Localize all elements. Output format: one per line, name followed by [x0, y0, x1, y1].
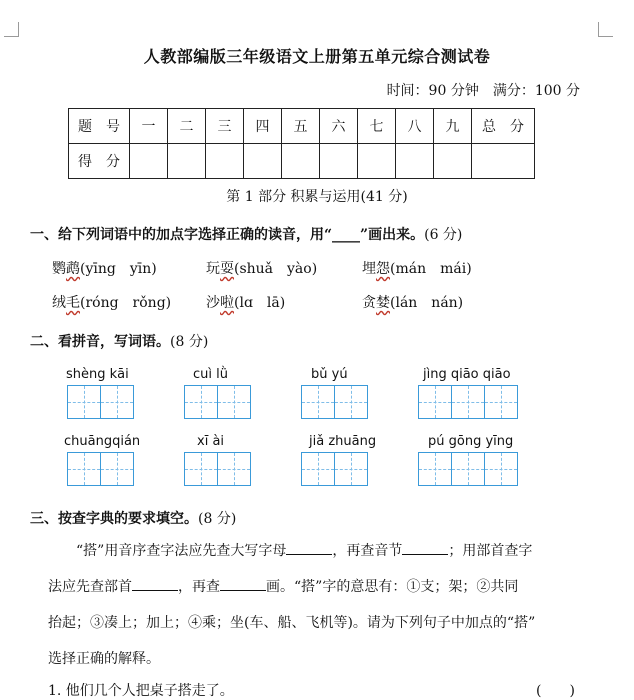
- dotted-char: 啦: [220, 295, 234, 311]
- pinyin-label: jìng qiāo qiāo: [423, 367, 511, 382]
- score-col-6: 六: [320, 109, 358, 144]
- q3-points: (8 分): [198, 511, 237, 527]
- score-table-score-row: [69, 144, 535, 179]
- dotted-char: 鹉: [66, 261, 80, 277]
- q3-line-2: 法应先查部首 ，再查 画。“搭”字的意思有：①支；架；②共同: [48, 569, 588, 605]
- score-cell[interactable]: [282, 144, 320, 179]
- score-cell[interactable]: [130, 144, 168, 179]
- answer-paren[interactable]: ( ): [536, 683, 575, 699]
- score-col-3: 三: [206, 109, 244, 144]
- page-title: 人教部编版三年级语文上册第五单元综合测试卷: [143, 47, 491, 66]
- pinyin-label: cuì lǜ: [193, 367, 228, 382]
- writing-grid[interactable]: [184, 452, 251, 486]
- dotted-char: 怨: [376, 261, 390, 277]
- score-cell[interactable]: [244, 144, 282, 179]
- writing-grid[interactable]: [67, 385, 134, 419]
- q3-paragraph: [48, 533, 588, 677]
- score-col-5: 五: [282, 109, 320, 144]
- score-table-header-label: 题 号: [69, 109, 130, 144]
- pinyin-options[interactable]: (róng rǒng): [80, 295, 172, 311]
- q1-heading-text: 一、给下列词语中的加点字选择正确的读音，用“____”画出来。: [30, 227, 425, 243]
- dotted-char: 耍: [220, 261, 234, 277]
- q1-points: (6 分): [424, 227, 463, 243]
- score-col-1: 一: [130, 109, 168, 144]
- crop-mark-top-left: [4, 22, 19, 37]
- q3-sentence-1: 1. 他们几个人把桌子搭走了。: [48, 683, 234, 699]
- pinyin-options[interactable]: (lán nán): [390, 295, 464, 311]
- q3-line-4: 选择正确的解释。: [48, 651, 160, 667]
- part-heading: 第 1 部分 积累与运用(41 分): [226, 189, 408, 205]
- score-cell[interactable]: [358, 144, 396, 179]
- score-col-9: 九: [434, 109, 472, 144]
- pinyin-label: jiǎ zhuāng: [309, 434, 377, 449]
- score-table: [68, 108, 535, 179]
- writing-grid[interactable]: [67, 452, 134, 486]
- pinyin-label: xī ài: [197, 434, 225, 449]
- score-col-8: 八: [396, 109, 434, 144]
- fill-blank[interactable]: [220, 576, 266, 591]
- writing-grid[interactable]: [418, 452, 518, 486]
- score-col-4: 四: [244, 109, 282, 144]
- q3-line-1: “搭”用音序查字法应先查大写字母 ，再查音节 ；用部首查字: [48, 533, 588, 569]
- score-cell[interactable]: [396, 144, 434, 179]
- fill-blank[interactable]: [286, 540, 332, 555]
- score-cell[interactable]: [434, 144, 472, 179]
- pinyin-options[interactable]: (shuǎ yào): [234, 261, 318, 277]
- pinyin-options[interactable]: (yīng yīn): [80, 261, 157, 277]
- score-col-2: 二: [168, 109, 206, 144]
- pinyin-options[interactable]: (mán mái): [390, 261, 472, 277]
- q1-item: 玩耍(shuǎ yào): [206, 261, 318, 277]
- q2-heading: [30, 331, 208, 351]
- writing-grid[interactable]: [301, 385, 368, 419]
- score-col-7: 七: [358, 109, 396, 144]
- q3-heading-text: 三、按查字典的要求填空。: [30, 511, 198, 527]
- dotted-char: 婪: [376, 295, 390, 311]
- q1-item: 贪婪(lán nán): [362, 295, 464, 311]
- pinyin-label: bǔ yú: [311, 367, 348, 382]
- q1-item: 绒毛(róng rǒng): [52, 295, 172, 311]
- q1-item: 埋怨(mán mái): [362, 261, 472, 277]
- score-col-total: 总 分: [472, 109, 535, 144]
- score-cell[interactable]: [206, 144, 244, 179]
- crop-mark-top-right: [598, 22, 613, 37]
- q1-item: 鹦鹉(yīng yīn): [52, 261, 157, 277]
- pinyin-options[interactable]: (lɑ lā): [234, 295, 286, 311]
- score-table-score-label: 得 分: [69, 144, 130, 179]
- q1-item: 沙啦(lɑ lā): [206, 295, 286, 311]
- q3-heading: [30, 508, 236, 528]
- score-cell[interactable]: [320, 144, 358, 179]
- fill-blank[interactable]: [402, 540, 448, 555]
- score-cell[interactable]: [472, 144, 535, 179]
- q1-heading: [30, 224, 462, 244]
- writing-grid[interactable]: [301, 452, 368, 486]
- q2-points: (8 分): [170, 334, 209, 350]
- score-table-header-row: [69, 109, 535, 144]
- q2-heading-text: 二、看拼音，写词语。: [30, 334, 170, 350]
- pinyin-label: shèng kāi: [66, 367, 129, 382]
- dotted-char: 毛: [66, 295, 80, 311]
- time-info: 时间：90 分钟 满分：100 分: [386, 83, 580, 99]
- score-cell[interactable]: [168, 144, 206, 179]
- q3-line-3: 抬起；③凑上；加上；④乘；坐(车、船、飞机等)。请为下列句子中加点的“搭”: [48, 615, 536, 631]
- writing-grid[interactable]: [418, 385, 518, 419]
- pinyin-label: chuāngqián: [64, 434, 141, 449]
- writing-grid[interactable]: [184, 385, 251, 419]
- pinyin-label: pú gōng yīng: [428, 434, 514, 449]
- fill-blank[interactable]: [132, 576, 178, 591]
